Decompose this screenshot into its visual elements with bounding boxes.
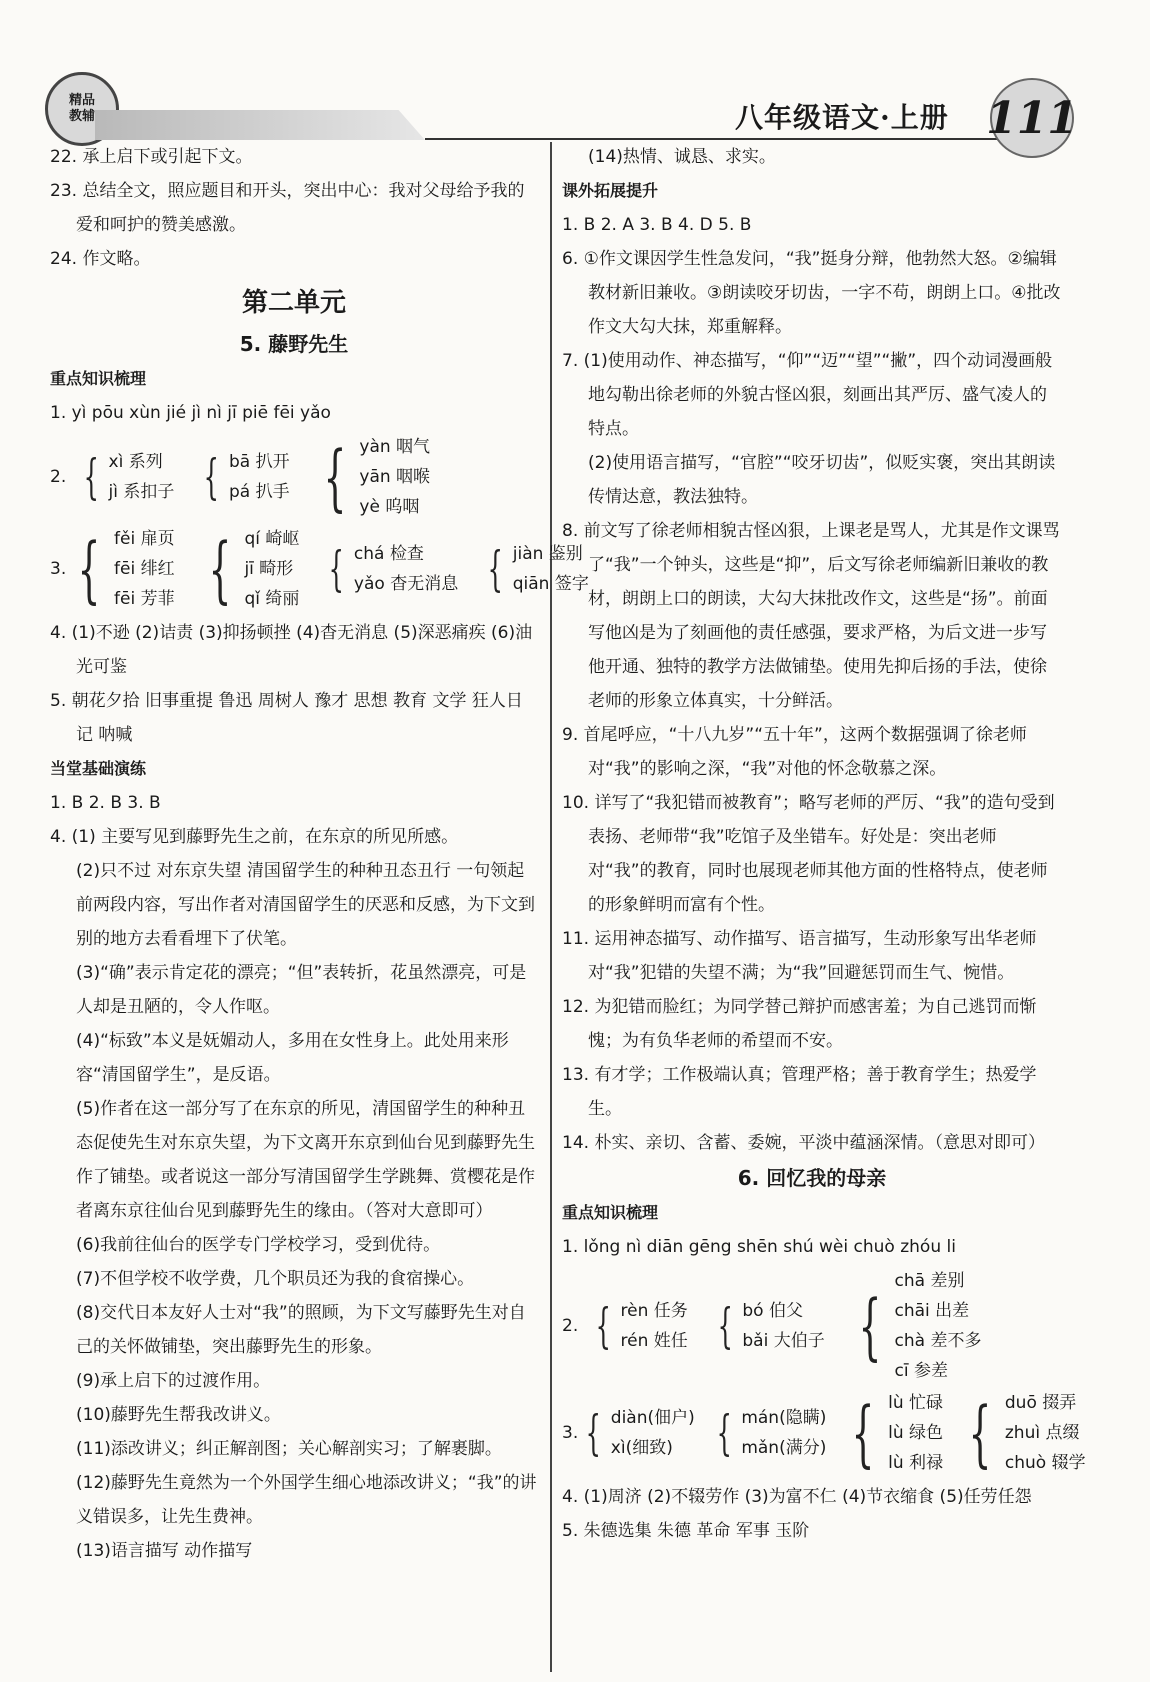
knowledge-6-4: 4. (1)周济 (2)不辍劳作 (3)为富不仁 (4)节衣缩食 (5)任劳任怨	[562, 1487, 1032, 1507]
section-knowledge: 重点知识梳理	[50, 369, 147, 388]
reading: fēi 绯红	[114, 559, 175, 579]
page-number: 111	[990, 78, 1074, 158]
knowledge-2	[50, 432, 538, 522]
reading: yè 呜咽	[359, 497, 420, 517]
reading: bǎi 大伯子	[742, 1331, 825, 1351]
extend-11: 11. 运用神态描写、动作描写、语言描写，生动形象写出华老师对“我”犯错的失望不满；为“我”回避惩罚而生气、惋惜。	[562, 929, 1037, 983]
header-bar	[95, 110, 425, 140]
extend-14: 14. 朴实、亲切、含蓄、委婉，平淡中蕴涵深情。（意思对即可）	[562, 1133, 1045, 1153]
brace-group: { duō 掇弄 zhuì 点缀 chuò 辍学	[957, 1388, 1086, 1478]
section-extend: 课外拓展提升	[562, 181, 659, 200]
brace-group: { chā 差别 chāi 出差 chà 差不多 cī 参差	[847, 1266, 982, 1386]
reading: fěi 扉页	[114, 529, 175, 549]
practice-4-9: (9)承上启下的过渡作用。	[76, 1371, 271, 1391]
reading: bā 扒开	[228, 452, 290, 472]
brace-group: { rèn 任务 rén 姓任	[595, 1298, 688, 1354]
section-knowledge-2: 重点知识梳理	[562, 1203, 659, 1222]
reading: yàn 咽气	[359, 437, 431, 457]
reading: chá 检查	[353, 544, 424, 564]
extend-8: 8. 前文写了徐老师相貌古怪凶狠，上课老是骂人，尤其是作文课骂了“我”一个钟头，这些是“抑”，后文写徐老师编新旧兼收的教材，朗朗上口的朗读，大勾大抹批改作文，这些是“扬”。前面写他凶是为了刻画他的责任感强，要求严格，为后文进一步写他开通、独特的教学方法做铺垫。使用先抑后扬的手法，使徐老师的形象立体真实，十分鲜活。	[562, 521, 1060, 711]
reading: duō 掇弄	[1004, 1393, 1077, 1413]
knowledge-6-3	[562, 1388, 1086, 1478]
practice-4-8: (8)交代日本友好人士对“我”的照顾，为下文写藤野先生对自己的关怀做铺垫，突出藤野先生的形象。	[76, 1303, 526, 1357]
reading: bó 伯父	[742, 1301, 803, 1321]
answer-24: 24. 作文略。	[50, 249, 151, 269]
reading: mǎn(满分)	[741, 1438, 827, 1458]
reading: zhuì 点缀	[1004, 1423, 1080, 1443]
answer-23: 23. 总结全文，照应题目和开头，突出中心：我对父母给予我的爱和呵护的赞美感激。	[50, 181, 525, 235]
reading: lù 利禄	[888, 1453, 944, 1473]
practice-4-11: (11)添改讲义；纠正解剖图；关心解剖实习；了解裹脚。	[76, 1439, 502, 1459]
practice-4-14: (14)热情、诚恳、求实。	[588, 147, 776, 167]
practice-4-3: (3)“确”表示肯定花的漂亮；“但”表转折，花虽然漂亮，可是人却是丑陋的，令人作呕。	[76, 963, 527, 1017]
brace-group: { chá 检查 yǎo 杳无消息	[328, 541, 459, 597]
brace-group: { yàn 咽气 yān 咽喉 yè 呜咽	[312, 432, 430, 522]
knowledge-1: 1. yì pōu xùn jié jì nì jī piē fēi yǎo	[50, 403, 331, 423]
reading: diàn(佃户)	[610, 1408, 695, 1428]
practice-4-7: (7)不但学校不收学费，几个职员还为我的食宿操心。	[76, 1269, 475, 1289]
item-number: 3.	[50, 559, 67, 579]
item-number: 3.	[562, 1423, 579, 1443]
brace-group: { jiàn 鉴别 qiān 签字	[487, 541, 589, 597]
lesson-5-title: 5. 藤野先生	[239, 332, 349, 356]
reading: xì(细致)	[610, 1438, 673, 1458]
knowledge-4: 4. (1)不逊 (2)诘责 (3)抑扬顿挫 (4)杳无消息 (5)深恶痛疾 (6)油光可鉴	[50, 623, 533, 677]
reading: chāi 出差	[894, 1301, 970, 1321]
page-title: 八年级语文·上册	[735, 101, 949, 134]
reading: lù 忙碌	[888, 1393, 944, 1413]
knowledge-6-1: 1. lǒng nì diān gēng shēn shú wèi chuò zhóu li	[562, 1237, 956, 1257]
right-column	[562, 140, 1086, 1548]
extend-10: 10. 详写了“我犯错而被教育”；略写老师的严厉、“我”的造句受到表扬、老师带“我”吃馆子及坐错车。好处是：突出老师对“我”的教育，同时也展现老师其他方面的性格特点，使老师的形象鲜明而富有个性。	[562, 793, 1055, 915]
extend-9: 9. 首尾呼应，“十八九岁”“五十年”，这两个数据强调了徐老师对“我”的影响之深，“我”对他的怀念敬慕之深。	[562, 725, 1027, 779]
section-practice: 当堂基础演练	[50, 759, 147, 778]
extend-6: 6. ①作文课因学生性急发问，“我”挺身分辩，他勃然大怒。②编辑教材新旧兼收。③朗读咬牙切齿，一字不苟，朗朗上口。④批改作文大勾大抹，郑重解释。	[562, 249, 1061, 337]
brace-group: { diàn(佃户) xì(细致)	[585, 1405, 695, 1461]
item-number: 2.	[50, 467, 67, 487]
practice-4-12: (12)藤野先生竟然为一个外国学生细心地添改讲义；“我”的讲义错误多，让先生费神。	[76, 1473, 537, 1527]
reading: jiàn 鉴别	[512, 544, 583, 564]
reading: jī 畸形	[244, 559, 294, 579]
extend-7-2: (2)使用语言描写，“官腔”“咬牙切齿”，似贬实褒，突出其朗读传情达意，教法独特。	[588, 453, 1056, 507]
practice-1: 1. B 2. B 3. B	[50, 793, 161, 813]
brace-group: { bó 伯父 bǎi 大伯子	[717, 1298, 825, 1354]
extend-1: 1. B 2. A 3. B 4. D 5. B	[562, 215, 752, 235]
reading: qǐ 绮丽	[244, 589, 300, 609]
practice-4-6: (6)我前往仙台的医学专门学校学习，受到优待。	[76, 1235, 441, 1255]
reading: xì 系列	[108, 452, 163, 472]
reading: qí 崎岖	[244, 529, 300, 549]
practice-4-2: (2)只不过 对东京失望 清国留学生的种种丑态丑行 一句领起前两段内容，写出作者对清国留学生的厌恶和反感，为下文到别的地方去看看埋下了伏笔。	[76, 861, 535, 949]
reading: cī 参差	[894, 1361, 948, 1381]
extend-12: 12. 为犯错而脸红；为同学替己辩护而感害羞；为自己逃罚而惭愧；为有负华老师的希望而不安。	[562, 997, 1037, 1051]
brace-group: { xì 系列 jì 系扣子	[83, 449, 175, 505]
knowledge-6-2	[562, 1266, 1062, 1386]
lesson-6-title: 6. 回忆我的母亲	[737, 1166, 887, 1190]
knowledge-5: 5. 朝花夕拾 旧事重提 鲁迅 周树人 豫才 思想 教育 文学 狂人日记 呐喊	[50, 691, 523, 745]
reading: rèn 任务	[620, 1301, 688, 1321]
practice-4-1: 4. (1) 主要写见到藤野先生之前，在东京的所见所感。	[50, 827, 459, 847]
practice-4-10: (10)藤野先生帮我改讲义。	[76, 1405, 281, 1425]
brace-group: { lù 忙碌 lù 绿色 lù 利禄	[840, 1388, 943, 1478]
reading: chuò 辍学	[1004, 1453, 1086, 1473]
reading: yǎo 杳无消息	[353, 574, 459, 594]
logo-text-2: 教辅	[68, 109, 95, 124]
extend-13: 13. 有才学；工作极端认真；管理严格；善于教育学生；热爱学生。	[562, 1065, 1037, 1119]
reading: chà 差不多	[894, 1331, 982, 1351]
reading: lù 绿色	[888, 1423, 944, 1443]
left-column	[50, 140, 589, 1568]
reading: pá 扒手	[228, 482, 290, 502]
knowledge-6-5: 5. 朱德选集 朱德 革命 军事 玉阶	[562, 1521, 810, 1541]
reading: qiān 签字	[512, 574, 589, 594]
practice-4-13: (13)语言描写 动作描写	[76, 1541, 253, 1561]
reading: mán(隐瞒)	[741, 1408, 827, 1428]
reading: jì 系扣子	[108, 482, 175, 502]
brace-group: { qí 崎岖 jī 畸形 qǐ 绮丽	[197, 524, 300, 614]
column-divider	[550, 142, 552, 1672]
unit-title: 第二单元	[241, 288, 346, 318]
practice-4-5: (5)作者在这一部分写了在东京的所见，清国留学生的种种丑态促使先生对东京失望，为下文离开东京到仙台见到藤野先生作了铺垫。或者说这一部分写清国留学生学跳舞、赏樱花是作者离东京往仙台见到藤野先生的缘由。（答对大意即可）	[76, 1099, 535, 1221]
reading: yān 咽喉	[359, 467, 431, 487]
reading: rén 姓任	[620, 1331, 688, 1351]
logo-text-1: 精品	[68, 93, 95, 108]
answer-22: 22. 承上启下或引起下文。	[50, 147, 253, 167]
reading: fēi 芳菲	[114, 589, 175, 609]
practice-4-4: (4)“标致”本义是妩媚动人，多用在女性身上。此处用来形容“清国留学生”，是反语。	[76, 1031, 509, 1085]
brace-group: { fěi 扉页 fēi 绯红 fēi 芳菲	[66, 524, 174, 614]
item-number: 2.	[562, 1316, 579, 1336]
page-header	[0, 0, 1150, 144]
reading: chā 差别	[894, 1271, 965, 1291]
brace-group: { bā 扒开 pá 扒手	[204, 449, 290, 505]
brace-group: { mán(隐瞒) mǎn(满分)	[716, 1405, 827, 1461]
extend-7-1: 7. (1)使用动作、神态描写，“仰”“迈”“望”“撇”，四个动词漫画般地勾勒出徐老师的外貌古怪凶狠，刻画出其严厉、盛气凌人的特点。	[562, 351, 1053, 439]
knowledge-3	[50, 524, 589, 614]
